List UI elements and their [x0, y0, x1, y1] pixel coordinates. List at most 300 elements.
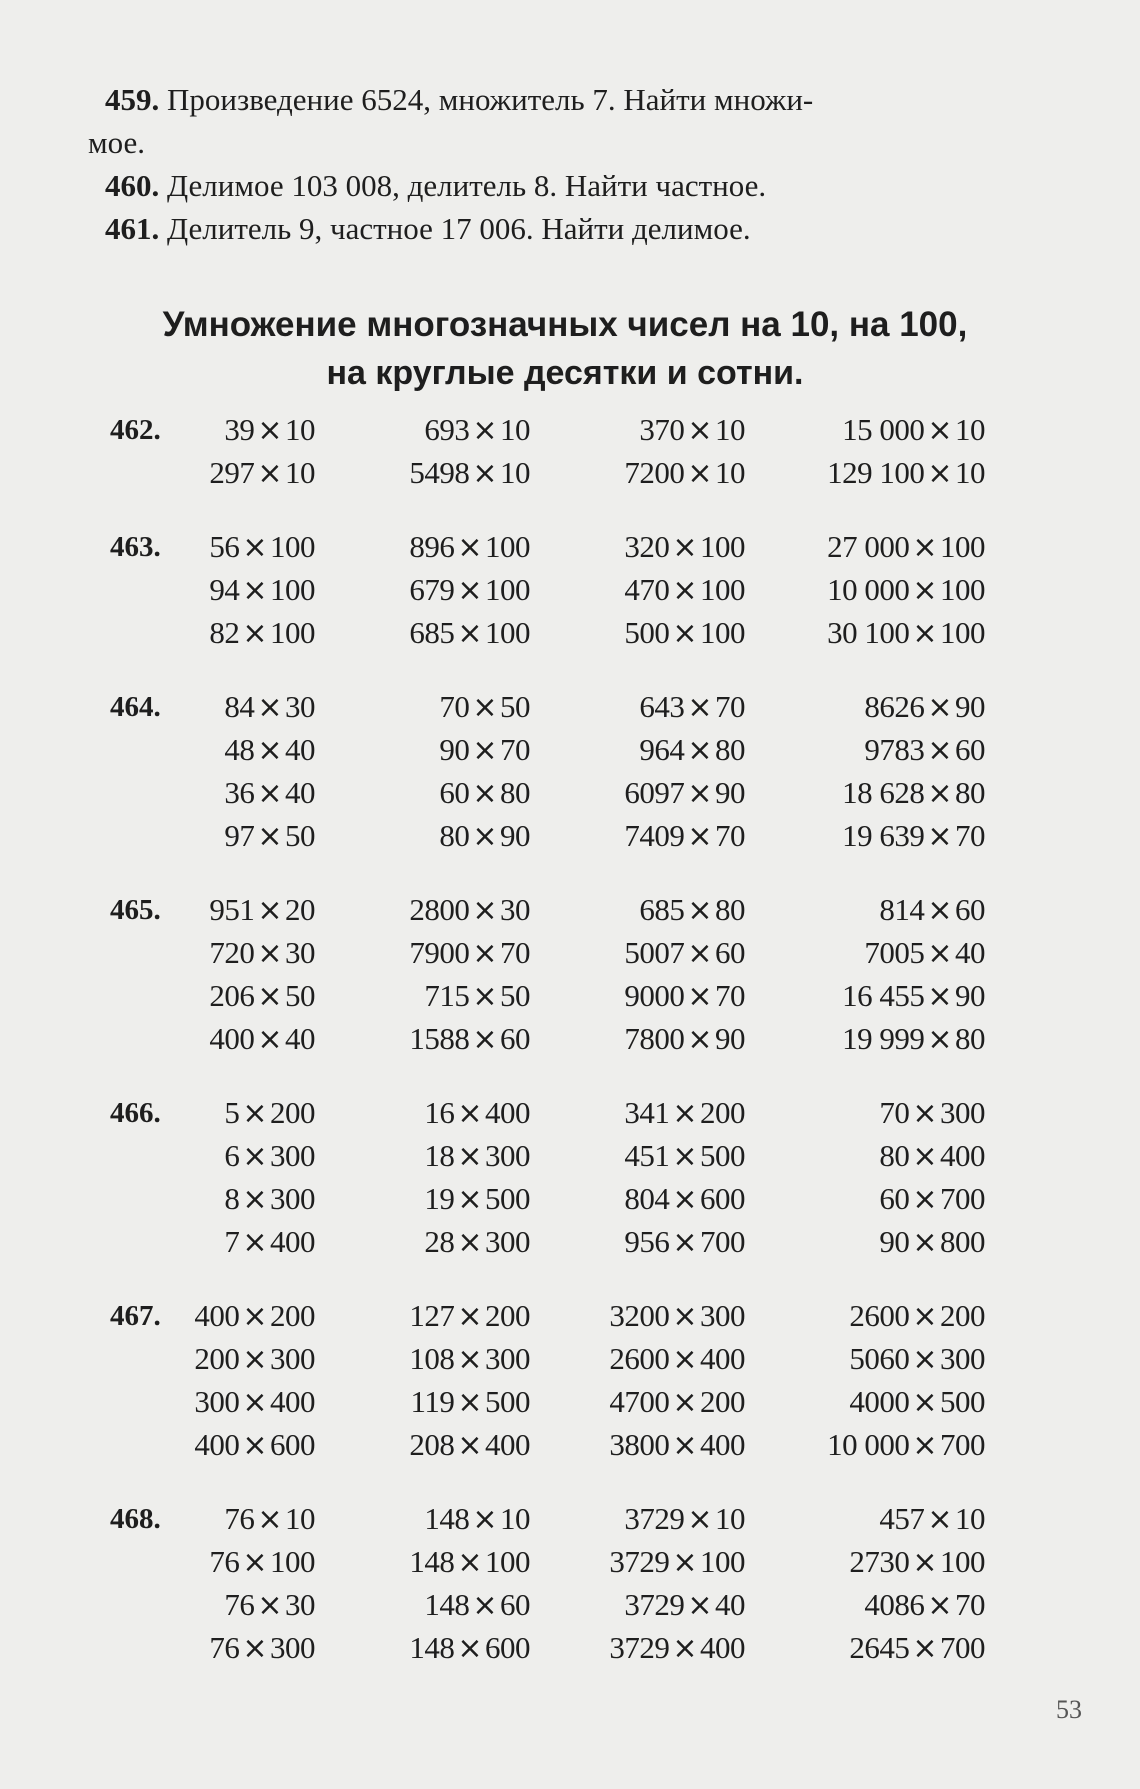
multiplier: 800	[940, 1224, 985, 1259]
multiplicand: 3729	[609, 1544, 670, 1579]
multiplication-expression	[530, 1298, 745, 1341]
multiplicand: 720	[209, 935, 255, 970]
multiplier: 10	[285, 412, 315, 447]
multiplicand: 5060	[849, 1341, 910, 1376]
multiplication-expression	[315, 1427, 530, 1470]
multiplication-expression	[110, 1427, 315, 1470]
problem-text: Произведение 6524, множитель 7. Найти множи-	[167, 82, 814, 117]
multiplier: 100	[270, 1544, 315, 1579]
multiplier: 90	[955, 978, 985, 1013]
multiplication-expression	[745, 412, 985, 455]
multiplier: 300	[270, 1341, 315, 1376]
multiply-sign-icon: ×	[257, 1022, 282, 1057]
multiplicand: 5	[224, 1095, 240, 1130]
multiply-sign-icon: ×	[927, 936, 952, 971]
multiply-sign-icon: ×	[927, 893, 952, 928]
multiply-sign-icon: ×	[687, 819, 712, 854]
multiplicand: 685	[639, 892, 685, 927]
multiplication-expression	[110, 615, 315, 658]
multiplication-expression	[530, 455, 745, 498]
multiplier: 70	[715, 818, 745, 853]
multiplicand: 679	[409, 572, 455, 607]
multiply-sign-icon: ×	[472, 456, 497, 491]
multiplicand: 451	[624, 1138, 670, 1173]
multiplicand: 951	[209, 892, 255, 927]
multiplier: 70	[500, 935, 530, 970]
multiplier: 500	[485, 1181, 530, 1216]
multiplicand: 82	[209, 615, 240, 650]
multiplier: 100	[940, 1544, 985, 1579]
multiplication-expression	[745, 1427, 985, 1470]
multiplicand: 16 455	[842, 978, 925, 1013]
multiply-sign-icon: ×	[687, 936, 712, 971]
multiplication-expression	[745, 572, 985, 615]
multiplier: 500	[485, 1384, 530, 1419]
multiplicand: 148	[409, 1630, 455, 1665]
multiplicand: 370	[639, 412, 685, 447]
multiply-sign-icon: ×	[672, 1139, 697, 1174]
multiplier: 600	[270, 1427, 315, 1462]
multiply-sign-icon: ×	[927, 413, 952, 448]
multiplier: 40	[285, 775, 315, 810]
multiply-sign-icon: ×	[927, 733, 952, 768]
multiplier: 100	[700, 572, 745, 607]
multiplier: 100	[940, 572, 985, 607]
multiply-sign-icon: ×	[472, 690, 497, 725]
multiplicand: 76	[224, 1587, 255, 1622]
problem-text: Делитель 9, частное 17 006. Найти делимое.	[167, 211, 751, 246]
multiplier: 300	[700, 1298, 745, 1333]
multiply-sign-icon: ×	[687, 1588, 712, 1623]
multiplier: 10	[715, 455, 745, 490]
multiplier: 10	[285, 1501, 315, 1536]
multiplicand: 48	[224, 732, 255, 767]
multiplication-expression	[315, 1224, 530, 1267]
multiplication-expression	[530, 1544, 745, 1587]
multiply-sign-icon: ×	[912, 1182, 937, 1217]
multiplier: 70	[955, 1587, 985, 1622]
multiplicand: 19	[424, 1181, 455, 1216]
multiply-sign-icon: ×	[242, 1385, 267, 1420]
multiplication-expression	[745, 1224, 985, 1267]
multiplier: 100	[700, 1544, 745, 1579]
multiplication-expression	[745, 455, 985, 498]
multiplicand: 206	[209, 978, 255, 1013]
multiplicand: 119	[410, 1384, 455, 1419]
multiplier: 30	[500, 892, 530, 927]
multiply-sign-icon: ×	[457, 1428, 482, 1463]
multiplication-expression	[745, 818, 985, 861]
multiplier: 100	[485, 572, 530, 607]
exercise-number: 466.	[110, 1097, 161, 1129]
multiplier: 30	[285, 689, 315, 724]
multiplication-expression	[530, 1181, 745, 1224]
page-number: 53	[1056, 1695, 1082, 1724]
multiplication-expression	[315, 1138, 530, 1181]
multiplication-expression	[315, 1544, 530, 1587]
multiplicand: 148	[409, 1544, 455, 1579]
multiplier: 10	[955, 1501, 985, 1536]
multiplier: 30	[285, 1587, 315, 1622]
multiplier: 400	[485, 1427, 530, 1462]
multiplier: 100	[270, 572, 315, 607]
multiplicand: 3729	[624, 1587, 685, 1622]
multiply-sign-icon: ×	[927, 1502, 952, 1537]
multiply-sign-icon: ×	[472, 819, 497, 854]
multiplication-expression	[110, 1544, 315, 1587]
multiplier: 50	[500, 689, 530, 724]
multiplier: 70	[500, 732, 530, 767]
multiplier: 80	[955, 1021, 985, 1056]
multiplicand: 2800	[409, 892, 470, 927]
multiplicand: 80	[879, 1138, 910, 1173]
exercise-number: 463.	[110, 531, 161, 563]
multiplier: 40	[285, 732, 315, 767]
multiplication-expression	[530, 892, 745, 935]
multiplier: 70	[955, 818, 985, 853]
multiplicand: 18	[424, 1138, 455, 1173]
multiply-sign-icon: ×	[912, 530, 937, 565]
multiplier: 10	[955, 455, 985, 490]
multiplicand: 56	[209, 529, 240, 564]
multiplier: 300	[485, 1138, 530, 1173]
multiplier: 60	[955, 732, 985, 767]
multiplier: 700	[940, 1427, 985, 1462]
multiplier: 90	[500, 818, 530, 853]
multiply-sign-icon: ×	[927, 776, 952, 811]
multiplicand: 500	[624, 615, 670, 650]
multiplicand: 9000	[624, 978, 685, 1013]
multiplication-expression	[315, 1095, 530, 1138]
multiplication-expression	[110, 1021, 315, 1064]
problem-number: 459.	[105, 82, 160, 117]
multiplication-expression	[745, 615, 985, 658]
multiply-sign-icon: ×	[687, 456, 712, 491]
multiplicand: 3729	[609, 1630, 670, 1665]
multiplication-expression	[110, 1341, 315, 1384]
multiplicand: 76	[224, 1501, 255, 1536]
multiplicand: 470	[624, 572, 670, 607]
multiplication-expression	[110, 775, 315, 818]
multiply-sign-icon: ×	[242, 530, 267, 565]
multiplication-expression	[530, 1630, 745, 1673]
multiplier: 10	[285, 455, 315, 490]
multiplier: 300	[485, 1224, 530, 1259]
multiplier: 600	[485, 1630, 530, 1665]
multiplicand: 70	[439, 689, 470, 724]
multiplier: 400	[940, 1138, 985, 1173]
multiplication-expression	[110, 1384, 315, 1427]
exercise-group-464	[110, 689, 985, 861]
problem-461	[105, 207, 1085, 250]
multiplicand: 76	[209, 1544, 240, 1579]
multiplication-expression	[110, 1181, 315, 1224]
multiplication-expression	[110, 455, 315, 498]
multiplication-expression	[315, 935, 530, 978]
multiply-sign-icon: ×	[242, 1299, 267, 1334]
multiplication-expression	[745, 1021, 985, 1064]
multiplication-expression	[110, 1224, 315, 1267]
multiplicand: 18 628	[842, 775, 925, 810]
multiplication-expression	[315, 1298, 530, 1341]
multiplicand: 30 100	[827, 615, 910, 650]
multiplicand: 400	[194, 1298, 240, 1333]
multiplier: 400	[270, 1384, 315, 1419]
multiplier: 50	[285, 818, 315, 853]
exercise-group-467	[110, 1298, 985, 1470]
multiplicand: 7800	[624, 1021, 685, 1056]
multiply-sign-icon: ×	[912, 1385, 937, 1420]
multiplier: 100	[485, 529, 530, 564]
multiply-sign-icon: ×	[672, 1299, 697, 1334]
multiplication-expression	[315, 615, 530, 658]
problem-460	[105, 164, 1085, 207]
multiply-sign-icon: ×	[472, 1588, 497, 1623]
multiplier: 200	[700, 1384, 745, 1419]
multiplication-expression	[315, 732, 530, 775]
exercise-number: 468.	[110, 1503, 161, 1535]
multiplication-expression	[110, 572, 315, 615]
multiplier: 90	[715, 1021, 745, 1056]
multiplier: 50	[500, 978, 530, 1013]
multiplication-expression	[315, 1587, 530, 1630]
multiplicand: 8	[224, 1181, 240, 1216]
multiply-sign-icon: ×	[242, 1428, 267, 1463]
multiply-sign-icon: ×	[457, 1545, 482, 1580]
multiplier: 100	[700, 529, 745, 564]
multiply-sign-icon: ×	[257, 690, 282, 725]
multiplication-expression	[315, 818, 530, 861]
multiplicand: 5498	[409, 455, 470, 490]
multiplication-expression	[530, 1427, 745, 1470]
multiplicand: 36	[224, 775, 255, 810]
multiplication-expression	[530, 1095, 745, 1138]
multiply-sign-icon: ×	[912, 573, 937, 608]
multiplier: 200	[940, 1298, 985, 1333]
exercise-group-468	[110, 1501, 985, 1673]
multiplication-expression	[530, 412, 745, 455]
multiply-sign-icon: ×	[257, 819, 282, 854]
multiplier: 10	[955, 412, 985, 447]
exercise-group-465	[110, 892, 985, 1064]
multiplicand: 896	[409, 529, 455, 564]
multiply-sign-icon: ×	[472, 979, 497, 1014]
multiplication-expression	[530, 1224, 745, 1267]
multiply-sign-icon: ×	[912, 1225, 937, 1260]
multiplication-expression	[530, 689, 745, 732]
multiply-sign-icon: ×	[672, 1342, 697, 1377]
multiplicand: 400	[194, 1427, 240, 1462]
multiplicand: 70	[879, 1095, 910, 1130]
section-heading	[50, 300, 1080, 396]
multiplication-expression	[315, 1384, 530, 1427]
multiplicand: 6097	[624, 775, 685, 810]
multiplicand: 7005	[864, 935, 925, 970]
multiplicand: 320	[624, 529, 670, 564]
multiply-sign-icon: ×	[472, 1502, 497, 1537]
multiplication-expression	[530, 1587, 745, 1630]
multiplication-expression	[745, 935, 985, 978]
multiply-sign-icon: ×	[257, 936, 282, 971]
multiplication-expression	[110, 1587, 315, 1630]
multiplication-expression	[315, 892, 530, 935]
multiplier: 200	[270, 1298, 315, 1333]
multiplier: 100	[485, 615, 530, 650]
multiply-sign-icon: ×	[257, 733, 282, 768]
multiplicand: 814	[879, 892, 925, 927]
multiplier: 100	[940, 529, 985, 564]
multiply-sign-icon: ×	[257, 979, 282, 1014]
multiply-sign-icon: ×	[242, 1096, 267, 1131]
multiply-sign-icon: ×	[687, 979, 712, 1014]
multiplication-expression	[530, 615, 745, 658]
multiplication-expression	[110, 935, 315, 978]
multiply-sign-icon: ×	[672, 1385, 697, 1420]
multiply-sign-icon: ×	[257, 776, 282, 811]
exercise-number: 464.	[110, 691, 161, 723]
multiplier: 200	[270, 1095, 315, 1130]
multiplicand: 956	[624, 1224, 670, 1259]
multiplier: 10	[500, 1501, 530, 1536]
multiplicand: 19 639	[842, 818, 925, 853]
multiply-sign-icon: ×	[457, 1225, 482, 1260]
multiplicand: 4086	[864, 1587, 925, 1622]
multiplicand: 208	[409, 1427, 455, 1462]
multiply-sign-icon: ×	[242, 1182, 267, 1217]
multiplicand: 97	[224, 818, 255, 853]
multiplicand: 715	[424, 978, 470, 1013]
multiplicand: 400	[209, 1021, 255, 1056]
multiplier: 700	[940, 1630, 985, 1665]
multiplication-expression	[315, 572, 530, 615]
multiplicand: 84	[224, 689, 255, 724]
multiply-sign-icon: ×	[472, 733, 497, 768]
multiply-sign-icon: ×	[457, 1342, 482, 1377]
multiply-sign-icon: ×	[257, 893, 282, 928]
multiply-sign-icon: ×	[927, 1022, 952, 1057]
multiplier: 400	[700, 1427, 745, 1462]
multiplicand: 80	[439, 818, 470, 853]
multiplication-expression	[110, 978, 315, 1021]
multiplicand: 76	[209, 1630, 240, 1665]
multiply-sign-icon: ×	[672, 1631, 697, 1666]
multiply-sign-icon: ×	[687, 776, 712, 811]
multiplicand: 9783	[864, 732, 925, 767]
exercise-group-463	[110, 529, 985, 658]
multiplication-expression	[530, 1138, 745, 1181]
multiplicand: 27 000	[827, 529, 910, 564]
multiplier: 300	[940, 1095, 985, 1130]
exercise-number: 467.	[110, 1300, 161, 1332]
multiply-sign-icon: ×	[457, 1631, 482, 1666]
multiplier: 80	[715, 892, 745, 927]
multiply-sign-icon: ×	[672, 1096, 697, 1131]
multiplication-expression	[315, 455, 530, 498]
multiplicand: 685	[409, 615, 455, 650]
multiplier: 60	[500, 1021, 530, 1056]
multiplication-expression	[745, 1341, 985, 1384]
multiplication-expression	[530, 978, 745, 1021]
multiplication-expression	[530, 1501, 745, 1544]
multiplication-expression	[745, 732, 985, 775]
exercise-groups	[0, 412, 1140, 1704]
multiplication-expression	[110, 1630, 315, 1673]
multiplicand: 28	[424, 1224, 455, 1259]
multiplication-expression	[745, 775, 985, 818]
multiplier: 10	[715, 1501, 745, 1536]
multiplicand: 16	[424, 1095, 455, 1130]
multiply-sign-icon: ×	[472, 893, 497, 928]
multiplicand: 148	[424, 1501, 470, 1536]
multiplication-expression	[530, 732, 745, 775]
multiplier: 20	[285, 892, 315, 927]
multiplier: 500	[700, 1138, 745, 1173]
exercise-group-466	[110, 1095, 985, 1267]
multiplier: 60	[500, 1587, 530, 1622]
multiply-sign-icon: ×	[472, 413, 497, 448]
multiplicand: 804	[624, 1181, 670, 1216]
multiply-sign-icon: ×	[457, 530, 482, 565]
multiplier: 100	[700, 615, 745, 650]
section-heading-line-1: Умножение многозначных чисел на 10, на 100,	[162, 305, 968, 344]
multiply-sign-icon: ×	[687, 893, 712, 928]
multiply-sign-icon: ×	[457, 1385, 482, 1420]
multiplication-expression	[745, 1630, 985, 1673]
multiplier: 40	[715, 1587, 745, 1622]
multiplication-expression	[530, 572, 745, 615]
multiplicand: 2600	[609, 1341, 670, 1376]
multiplication-expression	[745, 892, 985, 935]
multiplication-expression	[530, 935, 745, 978]
multiplier: 60	[715, 935, 745, 970]
multiplicand: 6	[224, 1138, 240, 1173]
multiplier: 400	[700, 1341, 745, 1376]
multiplication-expression	[745, 1587, 985, 1630]
multiplication-expression	[745, 1298, 985, 1341]
multiplier: 80	[500, 775, 530, 810]
multiplier: 300	[940, 1341, 985, 1376]
multiplicand: 8626	[864, 689, 925, 724]
multiplicand: 10 000	[827, 572, 910, 607]
multiplier: 30	[285, 935, 315, 970]
multiplicand: 341	[624, 1095, 670, 1130]
multiplicand: 4000	[849, 1384, 910, 1419]
problem-text: мое.	[88, 125, 146, 160]
multiply-sign-icon: ×	[912, 616, 937, 651]
multiplicand: 15 000	[842, 412, 925, 447]
multiply-sign-icon: ×	[672, 1428, 697, 1463]
multiplier: 10	[500, 455, 530, 490]
section-heading-line-2: на круглые десятки и сотни.	[326, 354, 804, 392]
multiplier: 100	[485, 1544, 530, 1579]
multiplication-expression	[110, 1138, 315, 1181]
word-problems	[88, 78, 1085, 250]
multiplier: 70	[715, 689, 745, 724]
multiplier: 80	[715, 732, 745, 767]
multiplier: 100	[270, 615, 315, 650]
multiplier: 400	[700, 1630, 745, 1665]
problem-number: 461.	[105, 211, 160, 246]
multiplicand: 1588	[409, 1021, 470, 1056]
multiplier: 40	[285, 1021, 315, 1056]
multiply-sign-icon: ×	[927, 819, 952, 854]
multiplication-expression	[530, 818, 745, 861]
multiply-sign-icon: ×	[457, 573, 482, 608]
multiplicand: 127	[409, 1298, 455, 1333]
exercise-group-462	[110, 412, 985, 498]
multiply-sign-icon: ×	[242, 1225, 267, 1260]
multiply-sign-icon: ×	[242, 573, 267, 608]
